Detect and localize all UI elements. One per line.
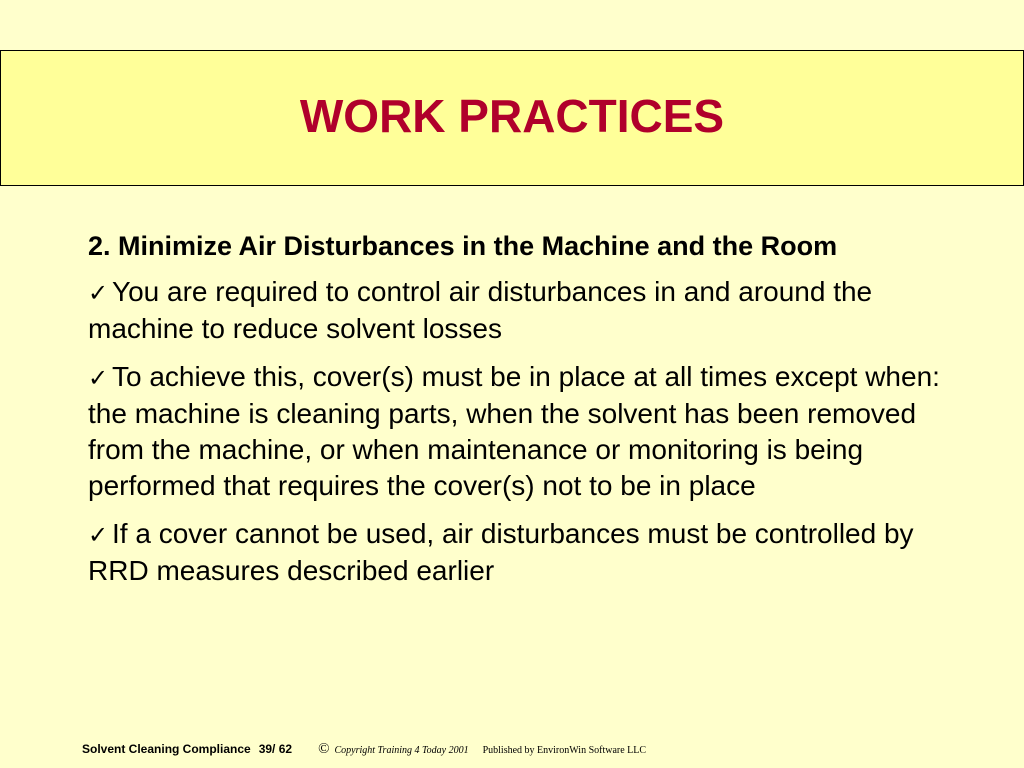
title-banner (0, 50, 1024, 186)
bullet-item (88, 516, 948, 589)
slide-footer (82, 741, 646, 761)
bullet-text: If a cover cannot be used, air disturbances must be controlled by RRD measures described earlier (88, 518, 914, 586)
bullet-item (88, 359, 948, 504)
bullet-text: To achieve this, cover(s) must be in place at all times except when: the machine is cleaning parts, when the solvent has been removed from the machine, or when maintenance or monitoring is being performed that requires the cover(s) not to be in place (88, 361, 940, 501)
slide-title: WORK PRACTICES (299, 90, 725, 142)
course-name: Solvent Cleaning Compliance (82, 742, 251, 756)
publisher-text: Published by EnvironWin Software LLC (482, 745, 647, 756)
section-heading: 2. Minimize Air Disturbances in the Machine and the Room (88, 231, 838, 261)
slide-content (88, 228, 948, 601)
page-number: 39/ 62 (258, 742, 293, 756)
checkmark-icon: ✓ (88, 279, 109, 307)
checkmark-icon: ✓ (88, 364, 109, 392)
checkmark-icon: ✓ (88, 521, 109, 549)
bullet-item (88, 274, 948, 347)
copyright-text: Copyright Training 4 Today 2001 (334, 745, 469, 756)
copyright-icon: © (318, 741, 330, 757)
bullet-text: You are required to control air disturbances in and around the machine to reduce solvent losses (88, 276, 873, 344)
